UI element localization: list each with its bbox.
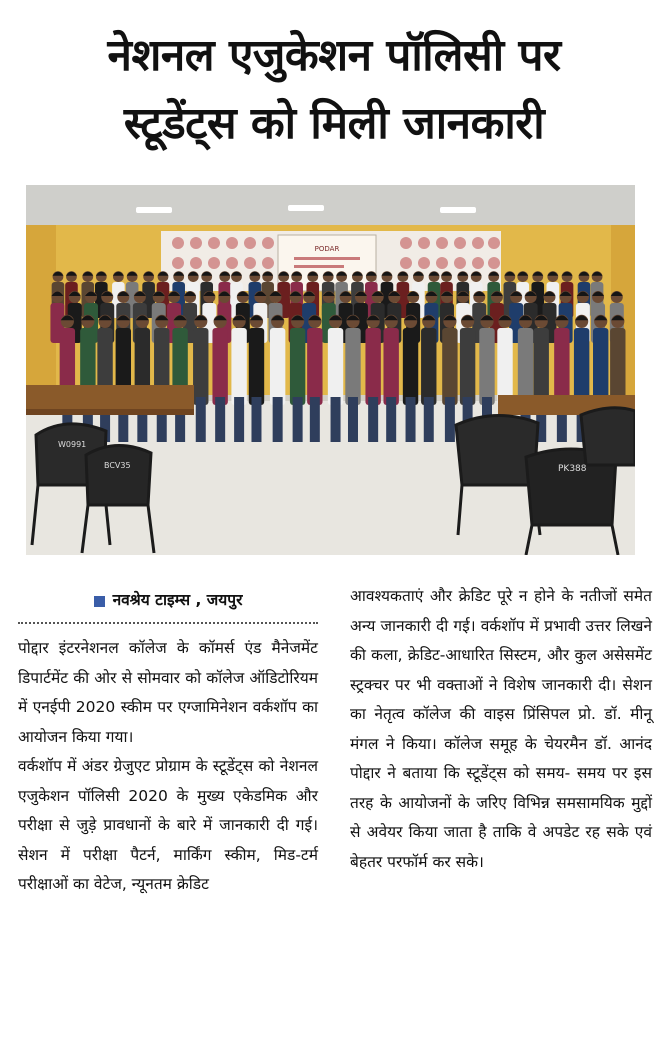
left-column	[18, 586, 318, 900]
chair-tag-3: PK388	[558, 464, 587, 474]
headline	[0, 22, 668, 158]
screen-text: PODAR	[314, 245, 340, 253]
chair-tag-2: BCV35	[104, 461, 131, 470]
byline	[18, 586, 318, 616]
article-paragraph-3: आवश्यकताएं और क्रेडिट पूरे न होने के नतीजों समेत अन्य जानकारी दी गई। वर्कशॉप में प्रभावी उत्तर लिखने की कला, क्रेडिट-आधारित सिस्टम, और कुल असेसमेंट स्ट्रक्चर पर भी वक्ताओं ने विशेष जानकारी दी। सेशन का नेतृत्व कॉलेज की वाइस प्रिंसिपल प्रो. डॉ. मीनू मंगल ने किया। कॉलेज समूह के चेयरमैन डॉ. आनंद पोद्दार ने बताया कि स्टूडेंट्स को समय- समय पर इस तरह के आयोजनों के जरिए विभिन्न समसामयिक मुद्दों से अवेयर किया जाता है ताकि वे अपडेट रह सके एवं बेहतर परफॉर्म कर सके।	[350, 587, 652, 871]
group-photo	[26, 185, 635, 555]
right-column	[350, 582, 652, 877]
byline-text: नवश्रेय टाइम्स , जयपुर	[112, 591, 243, 610]
chair-tag-1: W0991	[58, 440, 87, 449]
article-paragraph-1: पोद्दार इंटरनेशनल कॉलेज के कॉमर्स एंड मैनेजमेंट डिपार्टमेंट की ओर से सोमवार को कॉलेज ऑडिटोरियम में एनईपी 2020 स्कीम पर एग्जामिनेशन वर्कशॉप का आयोजन किया गया।	[18, 639, 318, 746]
square-bullet-icon	[94, 596, 105, 607]
dotted-divider	[18, 622, 318, 624]
headline-line-2: स्टूडेंट्स को मिली जानकारी	[123, 98, 545, 149]
headline-line-1: नेशनल एजुकेशन पॉलिसी पर	[107, 30, 561, 81]
article-paragraph-2: वर्कशॉप में अंडर ग्रेजुएट प्रोग्राम के स्टूडेंट्स को नेशनल एजुकेशन पॉलिसी 2020 के मुख्य एकेडमिक और परीक्षा से जुड़े प्रावधानों के बारे में जानकारी दी गई। सेशन में परीक्षा पैटर्न, मार्किंग स्कीम, मिड-टर्म परीक्षाओं का वेटेज, न्यूनतम क्रेडिट	[18, 757, 318, 893]
